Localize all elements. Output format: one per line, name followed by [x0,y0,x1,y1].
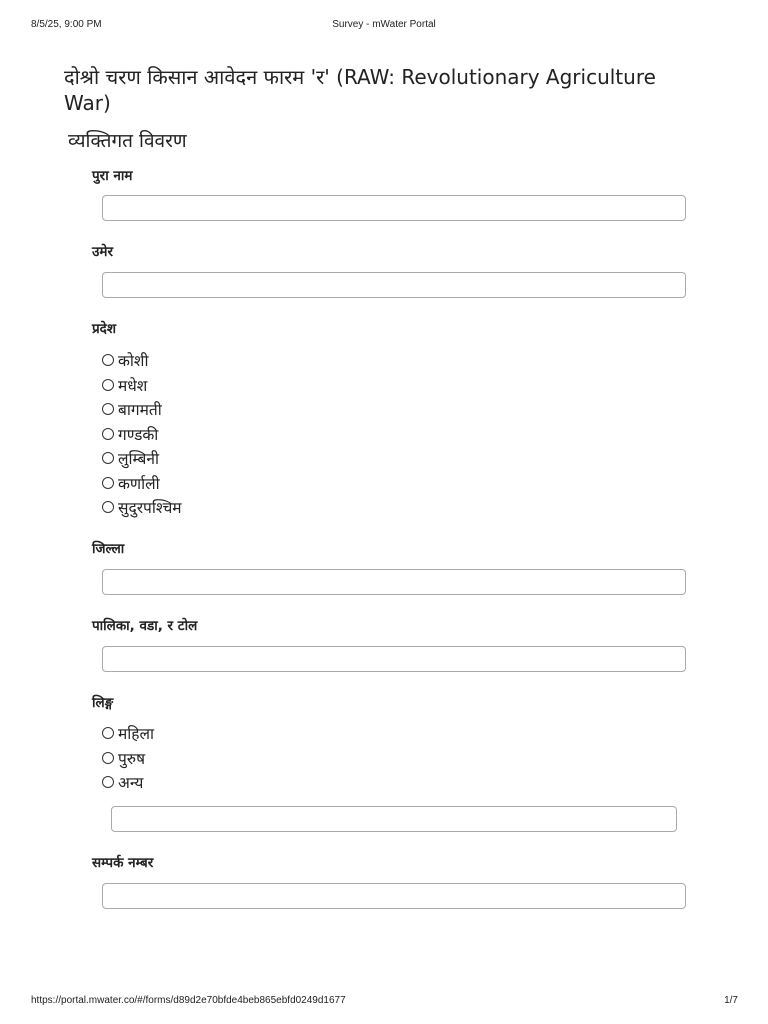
province-label: प्रदेश [92,321,117,337]
province-option-koshi[interactable] [102,348,182,373]
radio-option-label: गण्डकी [118,425,159,444]
print-datetime: 8/5/25, 9:00 PM [31,19,102,30]
print-page-number: 1/7 [724,995,738,1006]
print-page-title: Survey - mWater Portal [332,19,436,30]
gender-other-input[interactable] [111,806,677,832]
contact-input[interactable] [102,883,686,909]
form-title: दोश्रो चरण किसान आवेदन फारम 'र' (RAW: Revolutionary Agriculture War) [64,65,656,115]
radio-circle-icon[interactable] [102,776,114,788]
district-label: जिल्ला [92,541,125,557]
full-name-label: पुरा नाम [92,168,133,184]
radio-option-label: पुरुष [118,749,146,768]
province-option-sudurpashchim[interactable] [102,495,182,520]
radio-circle-icon[interactable] [102,727,114,739]
contact-label: सम्पर्क नम्बर [92,855,154,871]
radio-circle-icon[interactable] [102,752,114,764]
province-option-lumbini[interactable] [102,446,182,471]
gender-radio-group [102,721,154,795]
province-option-madhesh[interactable] [102,373,182,398]
radio-option-label: कोशी [118,352,149,371]
print-footer [0,995,768,1009]
radio-circle-icon[interactable] [102,477,114,489]
municipality-label: पालिका, वडा, र टोल [92,618,198,634]
radio-option-label: अन्य [118,774,144,793]
radio-option-label: बागमती [118,401,162,420]
radio-option-label: महिला [118,725,155,744]
district-input[interactable] [102,569,686,595]
radio-option-label: कर्णाली [118,474,160,493]
section-title: व्यक्तिगत विवरण [68,130,187,152]
radio-circle-icon[interactable] [102,452,114,464]
gender-label: लिङ्ग [92,695,114,711]
gender-option-other[interactable] [102,770,154,795]
radio-circle-icon[interactable] [102,379,114,391]
age-label: उमेर [92,244,113,260]
radio-option-label: लुम्बिनी [118,450,160,469]
province-radio-group [102,348,182,520]
print-header [0,19,768,33]
full-name-input[interactable] [102,195,686,221]
gender-option-male[interactable] [102,746,154,771]
radio-circle-icon[interactable] [102,428,114,440]
province-option-karnali[interactable] [102,471,182,496]
province-option-gandaki[interactable] [102,422,182,447]
radio-option-label: सुदुरपश्चिम [118,499,182,518]
age-input[interactable] [102,272,686,298]
radio-option-label: मधेश [118,376,148,395]
radio-circle-icon[interactable] [102,403,114,415]
radio-circle-icon[interactable] [102,354,114,366]
province-option-bagmati[interactable] [102,397,182,422]
municipality-input[interactable] [102,646,686,672]
print-url: https://portal.mwater.co/#/forms/d89d2e70bfde4beb865ebfd0249d1677 [31,995,346,1006]
gender-option-female[interactable] [102,721,154,746]
radio-circle-icon[interactable] [102,501,114,513]
